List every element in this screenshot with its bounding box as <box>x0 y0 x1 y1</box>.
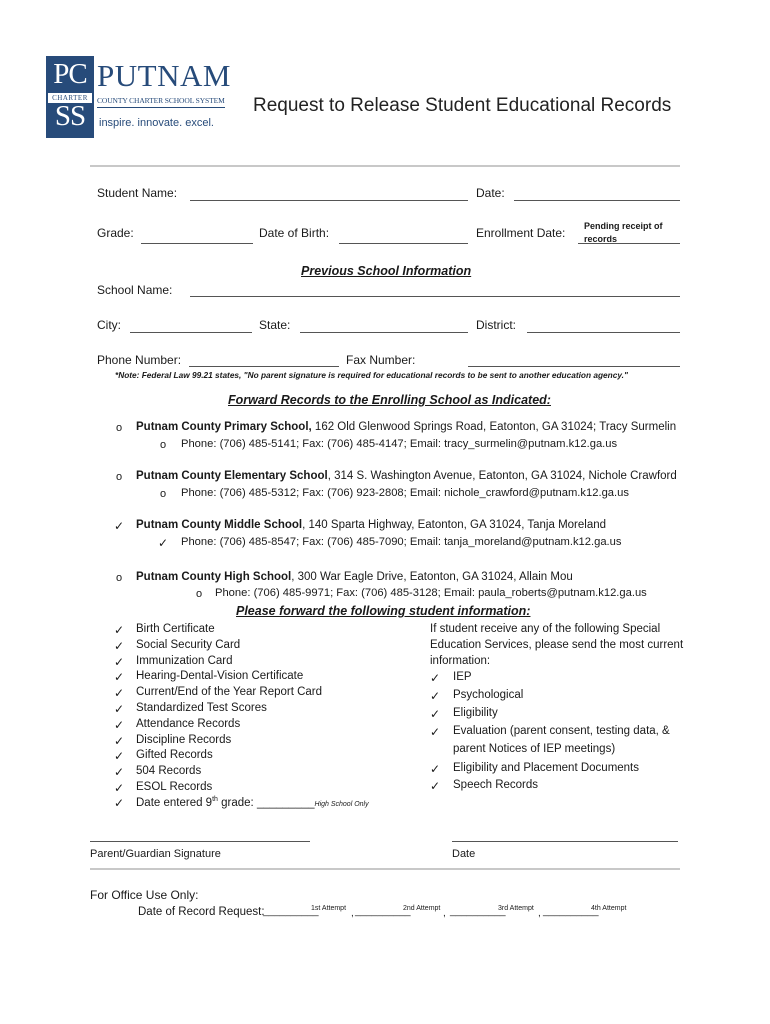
check-icon: ✓ <box>430 707 441 721</box>
school-details: 162 Old Glenwood Springs Road, Eatonton, GA 31024; Tracy Surmelin <box>311 421 677 433</box>
phone-label: Phone Number: <box>97 353 182 367</box>
info-item: 504 Records <box>136 765 202 778</box>
fax-label: Fax Number: <box>346 353 416 367</box>
grade9-suffix: grade: <box>217 796 254 809</box>
check-icon: ✓ <box>114 623 125 637</box>
attempt-label: 3rd Attempt <box>498 905 534 912</box>
phone-marker: o <box>160 488 167 500</box>
info-item: Immunization Card <box>136 654 233 667</box>
special-item: Speech Records <box>453 779 539 791</box>
info-item: Birth Certificate <box>136 623 215 635</box>
info-item: Attendance Records <box>136 717 241 730</box>
city-field[interactable] <box>130 332 252 333</box>
state-label: State: <box>259 318 291 332</box>
previous-school-heading: Previous School Information <box>301 264 472 278</box>
grade9-value: High School Only <box>314 800 369 808</box>
school-option-marker[interactable]: o <box>116 422 123 434</box>
info-item: Discipline Records <box>136 733 232 746</box>
check-icon: ✓ <box>114 654 125 669</box>
school-option-middle <box>136 519 606 531</box>
check-icon: ✓ <box>430 671 441 685</box>
school-option-elementary <box>136 470 677 482</box>
grade-field[interactable] <box>141 243 253 244</box>
attempt-label: 2nd Attempt <box>403 905 441 912</box>
school-name: Putnam County Elementary School <box>136 470 328 482</box>
attempt-comma: , <box>351 908 354 919</box>
attempt-blank[interactable]: __________ <box>355 906 411 917</box>
school-details: , 314 S. Washington Avenue, Eatonton, GA 31024, Nichole Crawford <box>327 470 677 482</box>
check-icon: ✓ <box>114 796 125 810</box>
school-contact: Phone: (706) 485-5312; Fax: (706) 923-2808; Email: nichole_crawford@putnam.k12.ga.us <box>181 487 629 499</box>
school-contact: Phone: (706) 485-9971; Fax: (706) 485-3128; Email: paula_roberts@putnam.k12.ga.us <box>215 587 647 599</box>
attempt-blank[interactable]: __________ <box>543 906 599 917</box>
student-name-label: Student Name: <box>97 186 178 200</box>
info-item: Current/End of the Year Report Card <box>136 686 323 699</box>
date-label: Date: <box>476 186 505 200</box>
special-intro: information: <box>430 655 491 667</box>
school-contact: Phone: (706) 485-8547; Fax: (706) 485-7090; Email: tanja_moreland@putnam.k12.ga.us <box>181 536 622 548</box>
district-label: District: <box>476 318 516 332</box>
logo-tagline: inspire. innovate. excel. <box>99 117 214 129</box>
check-icon: ✓ <box>114 733 125 748</box>
check-icon: ✓ <box>114 717 125 732</box>
phone-field[interactable] <box>189 366 339 367</box>
check-icon: ✓ <box>114 702 125 716</box>
grade9-row <box>136 796 369 809</box>
check-icon: ✓ <box>430 762 441 776</box>
check-icon: ✓ <box>114 686 125 701</box>
city-label: City: <box>97 318 121 332</box>
student-name-field[interactable] <box>190 200 468 201</box>
logo-ss: SS <box>54 100 86 132</box>
school-name: Putnam County High School <box>136 571 292 583</box>
logo-charter: CHARTER <box>48 93 92 103</box>
school-option-marker[interactable]: o <box>116 572 123 584</box>
check-icon: ✓ <box>114 781 125 795</box>
check-icon: ✓ <box>430 725 441 739</box>
logo-subtitle: COUNTY CHARTER SCHOOL SYSTEM <box>97 96 225 108</box>
grade-label: Grade: <box>97 226 134 240</box>
office-use-heading: For Office Use Only: <box>90 888 199 902</box>
special-item: Eligibility and Placement Documents <box>453 762 640 774</box>
attempt-label: 1st Attempt <box>311 905 347 912</box>
school-name: Putnam County Middle School <box>136 519 303 531</box>
dob-field[interactable] <box>339 243 468 244</box>
check-icon: ✓ <box>114 670 125 685</box>
signature-date-label: Date <box>452 848 476 860</box>
grade9-blank[interactable]: _________ <box>256 796 315 809</box>
info-item: Hearing-Dental-Vision Certificate <box>136 670 304 683</box>
district-field[interactable] <box>527 332 680 333</box>
parent-signature-label: Parent/Guardian Signature <box>90 848 221 860</box>
school-name-field[interactable] <box>190 296 680 297</box>
attempt-blank[interactable]: __________ <box>450 906 506 917</box>
phone-marker: ✓ <box>158 536 169 550</box>
enrollment-date-value: Pending receipt of records <box>584 221 663 244</box>
student-info-heading: Please forward the following student information: <box>236 604 531 618</box>
special-intro: Education Services, please send the most current <box>430 639 684 651</box>
special-intro: If student receive any of the following Special <box>430 623 661 635</box>
info-item: Gifted Records <box>136 749 213 762</box>
page-title: Request to Release Student Educational Records <box>253 95 672 116</box>
record-request-label: Date of Record Request: <box>138 906 265 918</box>
special-item: IEP <box>453 671 472 683</box>
attempt-comma: , <box>538 908 541 919</box>
enrollment-date-field[interactable] <box>578 243 680 244</box>
attempt-blank[interactable]: __________ <box>263 906 319 917</box>
school-details: , 140 Sparta Highway, Eatonton, GA 31024, Tanja Moreland <box>302 519 607 531</box>
enrollment-date-label: Enrollment Date: <box>476 226 566 240</box>
check-icon: ✓ <box>430 779 441 793</box>
school-details: , 300 War Eagle Drive, Eatonton, GA 31024, Allain Mou <box>291 571 573 583</box>
phone-marker: o <box>196 588 203 600</box>
attempt-label: 4th Attempt <box>591 905 627 912</box>
grade9-label: Date entered 9 <box>136 796 213 809</box>
check-icon: ✓ <box>114 638 125 653</box>
school-option-primary <box>136 421 676 433</box>
footer-divider <box>90 868 680 870</box>
special-item: Evaluation (parent consent, testing data, & <box>453 725 670 737</box>
info-item: Standardized Test Scores <box>136 702 267 714</box>
logo-mark <box>46 56 94 138</box>
date-field[interactable] <box>514 200 680 201</box>
school-name-label: School Name: <box>97 283 173 297</box>
special-item: Eligibility <box>453 707 498 719</box>
special-item: Psychological <box>453 689 524 701</box>
state-field[interactable] <box>300 332 468 333</box>
info-item: ESOL Records <box>136 781 213 793</box>
check-icon: ✓ <box>114 749 125 764</box>
school-option-marker[interactable]: ✓ <box>114 519 125 533</box>
header-divider <box>90 165 680 167</box>
school-option-high <box>136 571 573 583</box>
info-item: Social Security Card <box>136 638 241 651</box>
signature-date-line[interactable] <box>452 841 678 842</box>
forward-records-heading: Forward Records to the Enrolling School as Indicated: <box>228 393 551 407</box>
phone-marker: o <box>160 439 167 451</box>
parent-signature-line[interactable] <box>90 841 310 842</box>
school-name: Putnam County Primary School, <box>136 421 312 433</box>
school-contact: Phone: (706) 485-5141; Fax: (706) 485-4147; Email: tracy_surmelin@putnam.k12.ga.us <box>181 438 618 450</box>
logo-name: PUTNAM <box>97 58 231 93</box>
logo-pc: PC <box>53 58 87 90</box>
fax-field[interactable] <box>468 366 680 367</box>
check-icon: ✓ <box>114 765 125 780</box>
dob-label: Date of Birth: <box>259 226 330 240</box>
federal-law-note: *Note: Federal Law 99.21 states, "No parent signature is required for educational records to be sent to another education agency." <box>115 370 628 380</box>
special-item-cont: parent Notices of IEP meetings) <box>453 743 616 755</box>
grade9-sup: th <box>212 796 218 803</box>
school-option-marker[interactable]: o <box>116 471 123 483</box>
check-icon: ✓ <box>430 689 441 703</box>
attempt-comma: , <box>443 908 446 919</box>
